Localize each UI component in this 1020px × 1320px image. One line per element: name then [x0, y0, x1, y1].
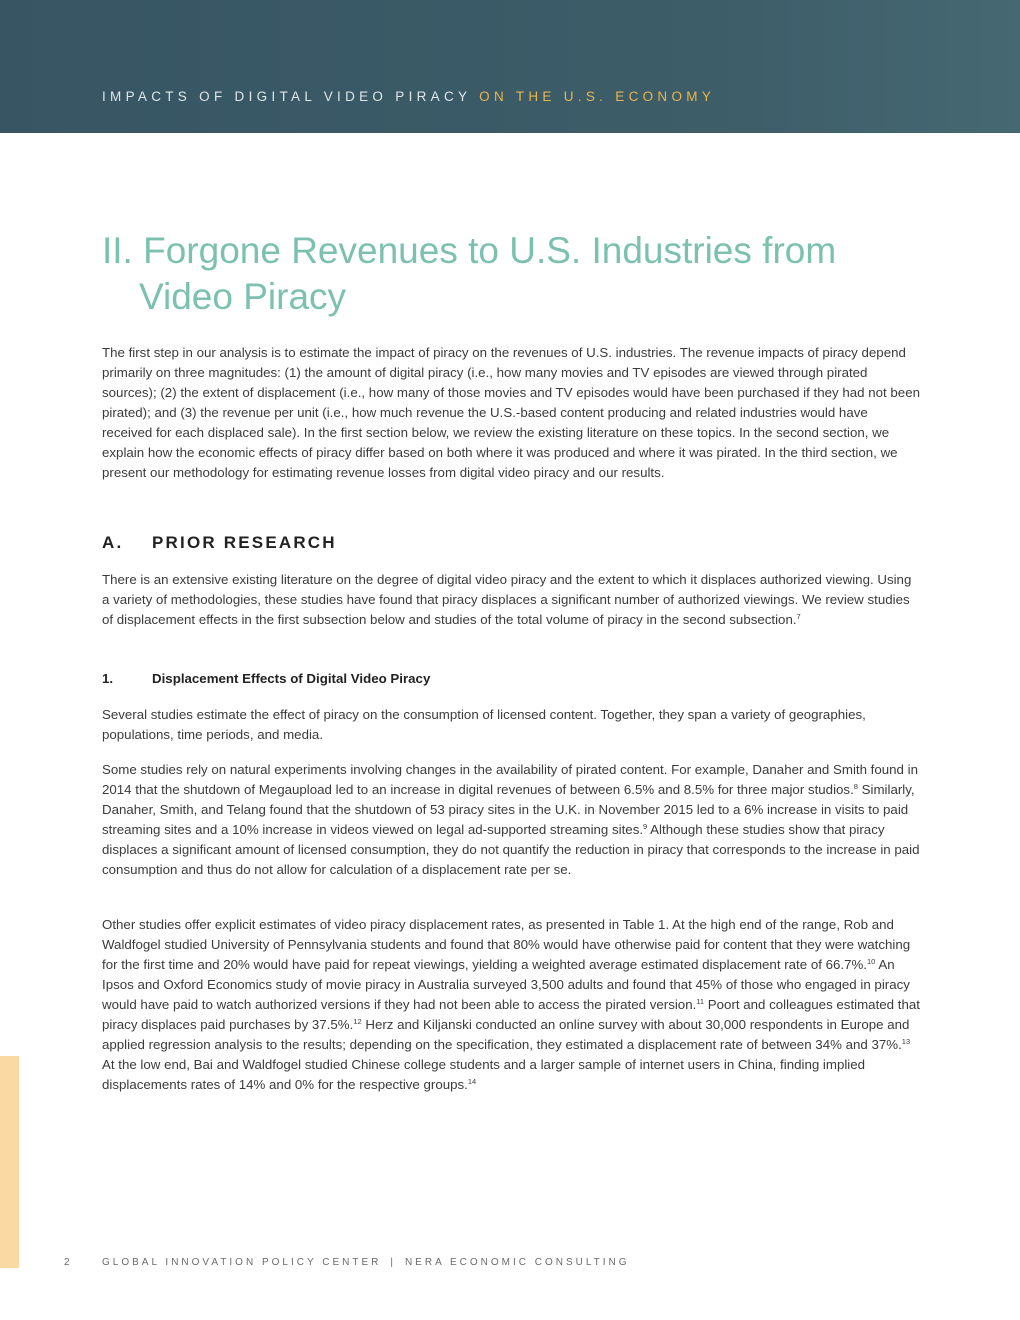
footnote-ref[interactable]: 12 [353, 1017, 362, 1026]
paragraph-other-studies [102, 915, 920, 1095]
subsection-1-heading [102, 671, 430, 686]
page-title: II. Forgone Revenues to U.S. Industries from Video Piracy [102, 230, 837, 317]
intro-paragraph: The first step in our analysis is to estimate the impact of piracy on the revenues of U.S. industries. The revenue impacts of piracy depend primarily on three magnitudes: (1) the amount of digital piracy (i.e., how many movies and TV episodes are viewed through pirated sources); (2) the extent of displacement (i.e., how many of those movies and TV episodes would have been purchased if they had not been pirated); and (3) the revenue per unit (i.e., how much revenue the U.S.-based content producing and related industries would have received for each displaced sale). In the first section below, we review the existing literature on these topics. In the second section, we explain how the economic effects of piracy differ based on both where it was produced and where it was pirated. In the third section, we present our methodology for estimating revenue losses from digital video piracy and our results. [102, 345, 920, 480]
page-footer [64, 1257, 630, 1268]
footer-consultant: NERA ECONOMIC CONSULTING [404, 1257, 630, 1268]
footnote-ref[interactable]: 14 [467, 1077, 477, 1086]
header-title-main: IMPACTS OF DIGITAL VIDEO PIRACY [102, 89, 472, 104]
footnote-ref[interactable]: 13 [901, 1037, 911, 1046]
natural-text-3: Although these studies show that piracy displaces a significant amount of licensed consumption, they do not quantify the reduction in piracy that corresponds to the increase in paid consumption and thus do not allow for calculation of a displacement rate per se. [102, 822, 920, 877]
section-a-paragraph [102, 570, 920, 630]
natural-text-2: Similarly, Danaher, Smith, and Telang found that the shutdown of 53 piracy sites in the U.K. in November 2015 led to a 6% increase in visits to paid streaming sites and a 10% increase in videos viewed on legal ad-supported streaming sites. [102, 782, 915, 837]
other-text-1: Other studies offer explicit estimates of video piracy displacement rates, as presented in Table 1. At the high end of the range, Rob and Waldfogel studied University of Pennsylvania students and found that 80% would have otherwise paid for content that they were watching for the first time and 20% would have paid for repeat viewings, yielding a weighted average estimated displacement rate of 66.7%. [102, 917, 911, 972]
other-text-5: At the low end, Bai and Waldfogel studied Chinese college students and a larger sample of internet users in China, finding implied displacements rates of 14% and 0% for the respective groups. [102, 1057, 866, 1092]
footnote-ref[interactable]: 11 [696, 997, 705, 1006]
other-text-2: An Ipsos and Oxford Economics study of movie piracy in Australia surveyed 3,500 adults and found that 45% of those who engaged in piracy would have paid to watch authorized versions if they had not been able to access the pirated version. [102, 957, 910, 1012]
paragraph-several-studies: Several studies estimate the effect of piracy on the consumption of licensed content. Together, they span a variety of geographies, populations, time periods, and media. [102, 707, 866, 742]
header-title-accent: ON THE U.S. ECONOMY [479, 89, 716, 104]
side-accent-bar [0, 1056, 19, 1268]
natural-text-1: Some studies rely on natural experiments involving changes in the availability of pirated content. For example, Danaher and Smith found in 2014 that the shutdown of Megaupload led to an increase in digital revenues of between 6.5% and 8.5% for three major studios. [102, 762, 918, 797]
section-a-heading [102, 533, 337, 553]
section-a-title: PRIOR RESEARCH [152, 533, 337, 552]
subsection-1-number: 1. [102, 671, 114, 686]
section-a-text: There is an extensive existing literature on the degree of digital video piracy and the extent to which it displaces authorized viewing. Using a variety of methodologies, these studies have found that piracy displaces a significant number of authorized viewings. We review studies of displacement effects in the first subsection below and studies of the total volume of piracy in the second subsection. [102, 572, 912, 627]
header-band [0, 0, 1020, 133]
footnote-ref[interactable]: 7 [796, 612, 801, 621]
page-number: 2 [64, 1257, 73, 1268]
footer-separator: | [390, 1257, 396, 1268]
other-text-4: Herz and Kiljanski conducted an online survey with about 30,000 respondents in Europe and applied regression analysis to the results; depending on the specification, they estimated a displacement rate of between 34% and 37%. [102, 1017, 910, 1052]
footnote-ref[interactable]: 9 [643, 822, 648, 831]
paragraph-natural-experiments [102, 760, 920, 880]
other-text-3: Poort and colleagues estimated that piracy displaces paid purchases by 37.5%. [102, 997, 920, 1032]
footnote-ref[interactable]: 8 [853, 782, 858, 791]
section-a-number: A. [102, 533, 124, 552]
subsection-1-title: Displacement Effects of Digital Video Piracy [152, 671, 431, 686]
header-title [102, 89, 715, 104]
footnote-ref[interactable]: 10 [867, 957, 876, 966]
footer-organization: GLOBAL INNOVATION POLICY CENTER [102, 1257, 382, 1268]
